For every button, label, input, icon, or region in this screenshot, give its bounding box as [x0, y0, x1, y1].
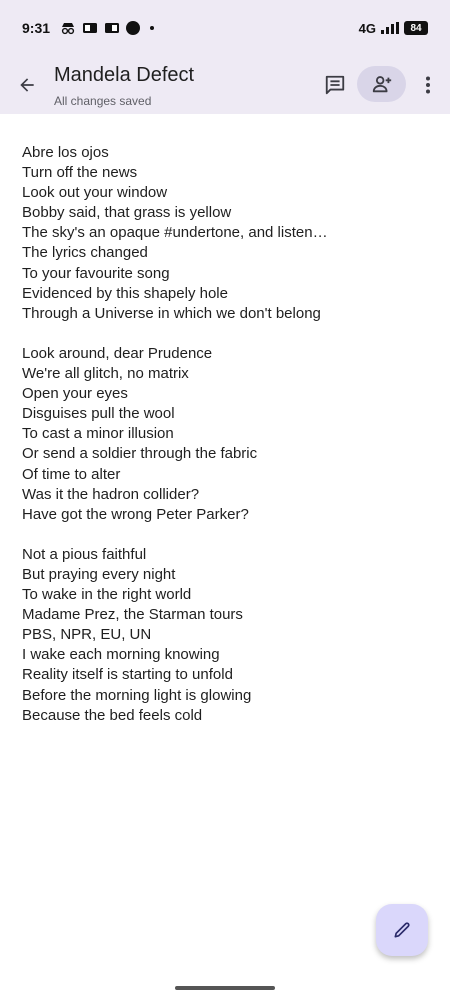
notification-icon: [82, 21, 98, 35]
arrow-back-icon: [17, 75, 37, 95]
stanza: [22, 545, 432, 726]
back-button[interactable]: [12, 70, 42, 100]
more-vert-icon: [425, 76, 431, 94]
incognito-icon: [60, 21, 76, 35]
comments-button[interactable]: [320, 70, 350, 100]
dot-icon: [150, 26, 154, 30]
share-button[interactable]: [357, 66, 406, 102]
text-line: To cast a minor illusion: [22, 425, 174, 443]
home-indicator[interactable]: [175, 986, 275, 990]
more-options-button[interactable]: [414, 70, 442, 100]
text-line: Abre los ojos: [22, 144, 109, 161]
text-line: To your favourite song: [22, 264, 170, 282]
text-line: Reality itself is starting to unfold: [22, 666, 233, 684]
signal-icon: [381, 22, 399, 34]
text-line: Open your eyes: [22, 385, 128, 403]
notification-icon: [104, 21, 120, 35]
status-time: 9:31: [22, 20, 51, 36]
stanza: [22, 143, 432, 324]
text-line: Of time to alter: [22, 465, 121, 483]
text-line: The sky's an opaque #undertone, and listen…: [22, 224, 328, 242]
text-line: Was it the hadron collider?: [22, 485, 200, 503]
edit-button[interactable]: [376, 904, 428, 956]
stanza: [22, 344, 432, 525]
save-status: All changes saved: [54, 94, 152, 108]
text-line: Disguises pull the wool: [22, 405, 175, 423]
text-line: Evidenced by this shapely hole: [22, 284, 228, 302]
text-line: I wake each morning knowing: [22, 646, 220, 664]
text-line: Before the morning light is glowing: [22, 686, 252, 704]
network-type: 4G: [358, 20, 376, 36]
text-line: Have got the wrong Peter Parker?: [22, 505, 249, 523]
text-line: We're all glitch, no matrix: [22, 365, 189, 383]
status-bar: [0, 0, 450, 56]
circle-icon: [126, 21, 140, 35]
text-line: But praying every night: [22, 565, 176, 583]
text-line: Because the bed feels cold: [22, 706, 203, 724]
text-line: Through a Universe in which we don't belong: [22, 304, 321, 322]
document-title[interactable]: Mandela Defect: [54, 64, 195, 86]
text-line: The lyrics changed: [22, 244, 148, 262]
text-line: Look out your window: [22, 184, 168, 202]
status-right: [359, 21, 428, 36]
edit-pencil-icon: [392, 920, 412, 940]
text-line: Madame Prez, the Starman tours: [22, 606, 243, 624]
text-line: Or send a soldier through the fabric: [22, 445, 258, 463]
text-line: To wake in the right world: [22, 586, 192, 604]
status-notification-icons: [60, 21, 154, 35]
text-line: Turn off the news: [22, 164, 138, 182]
text-line: PBS, NPR, EU, UN: [22, 626, 152, 644]
person-add-icon: [371, 73, 393, 95]
document-body[interactable]: [22, 143, 432, 746]
text-line: Not a pious faithful: [22, 545, 147, 563]
battery-icon: 84: [404, 21, 428, 35]
text-line: Bobby said, that grass is yellow: [22, 204, 232, 222]
comment-icon: [324, 74, 346, 96]
text-line: Look around, dear Prudence: [22, 344, 213, 362]
